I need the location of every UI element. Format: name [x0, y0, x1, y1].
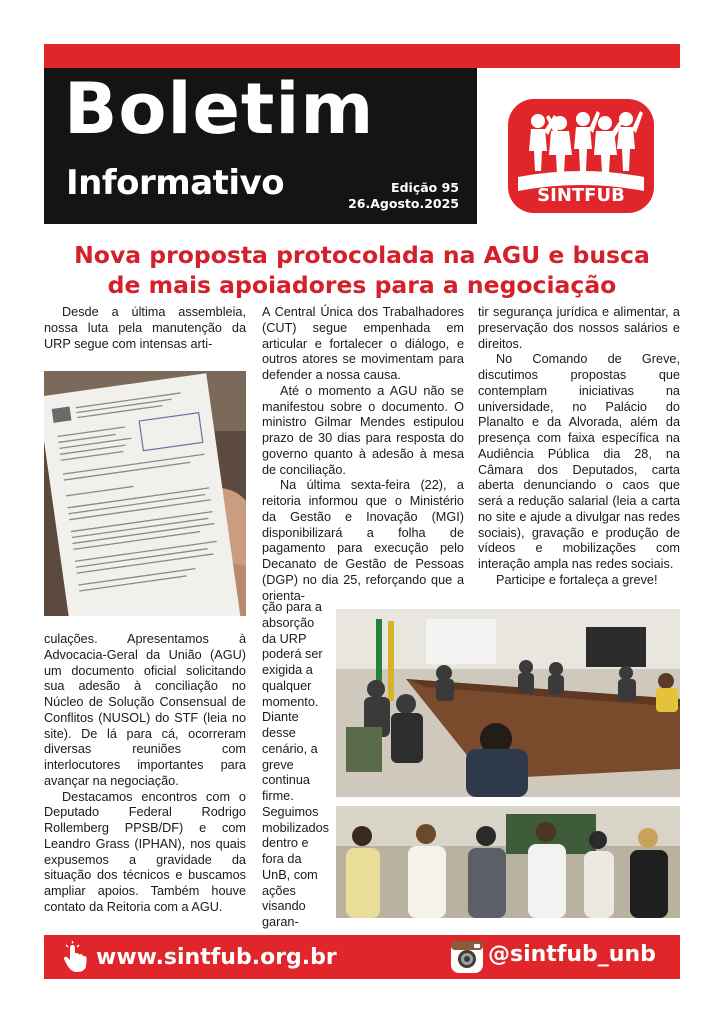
sintfub-logo-graphic	[506, 95, 656, 217]
document-photo	[44, 371, 246, 616]
logo-text: SINTFUB	[537, 185, 625, 206]
article-paragraph: A Central Única dos Trabalhadores (CUT) segue empenhada em articular e fortalecer o diálogo, e outros atores se movimentam para defender a nossa causa.	[262, 305, 464, 382]
article-paragraph: No Comando de Greve, discutimos propostas que contemplam iniciativas na universidade, no Palácio do Planalto e da Alvorada, além da presença com faixa específica na Audiência Pública dia 28, na Câmara dos Deputados, carta aberta denunciando o caos que será a redução salarial (leia a carta no site e ajude a divulgar nas redes sociais), gravação e produção de vídeos e mobilizações com interação ampla nas redes sociais.	[478, 352, 680, 571]
website-link[interactable]: www.sintfub.org.br	[96, 945, 337, 970]
meeting-photo	[336, 609, 680, 797]
headline-line1: Nova proposta protocolada na AGU e busca	[74, 241, 650, 269]
article-col1-bottom	[44, 632, 246, 916]
article-paragraph: ção para a absorção da URP poderá ser exigida a qualquer momento. Diante desse cenário, a greve continua firme. Seguimos mobilizados dentro e fora da UnB, com ações visando garan-	[262, 600, 329, 929]
article-paragraph: Destacamos encontros com o Deputado Federal Rodrigo Rollemberg PPSB/DF) e com Leandro Grass (IPHAN), nos quais expusemos a gravidade da situação dos técnicos e buscamos ampliar apoios. Também houve contato da Reitoria com a AGU.	[44, 789, 246, 914]
edition-date: 26.Agosto.2025	[348, 196, 459, 211]
article-paragraph: Desde a última assembleia, nossa luta pela manutenção da URP segue com intensas arti-	[44, 305, 246, 351]
sintfub-logo	[506, 95, 656, 217]
masthead-subtitle: Informativo	[66, 163, 285, 203]
top-red-bar	[44, 44, 680, 68]
article-col1-top	[44, 305, 246, 352]
article-paragraph: tir segurança jurídica e alimentar, a preservação dos nossos salários e direitos.	[478, 305, 680, 351]
article-paragraph: Até o momento a AGU não se manifestou sobre o documento. O ministro Gilmar Mendes estipulou prazo de 30 dias para resposta do governo quanto à adesão à mesa de conciliação.	[262, 383, 464, 477]
headline-line2: de mais apoiadores para a negociação	[107, 271, 617, 299]
masthead-title: Boletim	[64, 68, 375, 150]
masthead	[44, 68, 477, 224]
edition-number: Edição 95	[391, 180, 459, 195]
article-col2-top	[262, 305, 464, 604]
article-paragraph: Participe e fortaleça a greve!	[496, 572, 658, 587]
article-paragraph: Na última sexta-feira (22), a reitoria informou que o Ministério da Gestão e Inovação (MGI) disponibilizará a folha de pagamento para execução pelo Decanato de Gestão de Pessoas (DGP) no dia 25, reforçando que a orienta-	[262, 478, 464, 603]
group-photo	[336, 806, 680, 918]
article-col3	[478, 305, 680, 589]
instagram-icon	[450, 940, 484, 974]
article-col2-narrow	[262, 600, 329, 931]
article-paragraph: culações. Apresentamos à Advocacia-Geral da União (AGU) um documento oficial solicitando sua adesão à conciliação no Núcleo de Solução Consensual de Conflitos (NUSOL) do STF (leia no site). De lá para cá, ocorreram diversas reuniões com interlocutores importantes para avançar na negociação.	[44, 632, 246, 788]
instagram-handle[interactable]: @sintfub_unb	[488, 942, 656, 967]
hand-pointer-icon	[62, 941, 88, 973]
edition-info	[348, 180, 459, 212]
headline	[44, 240, 680, 300]
